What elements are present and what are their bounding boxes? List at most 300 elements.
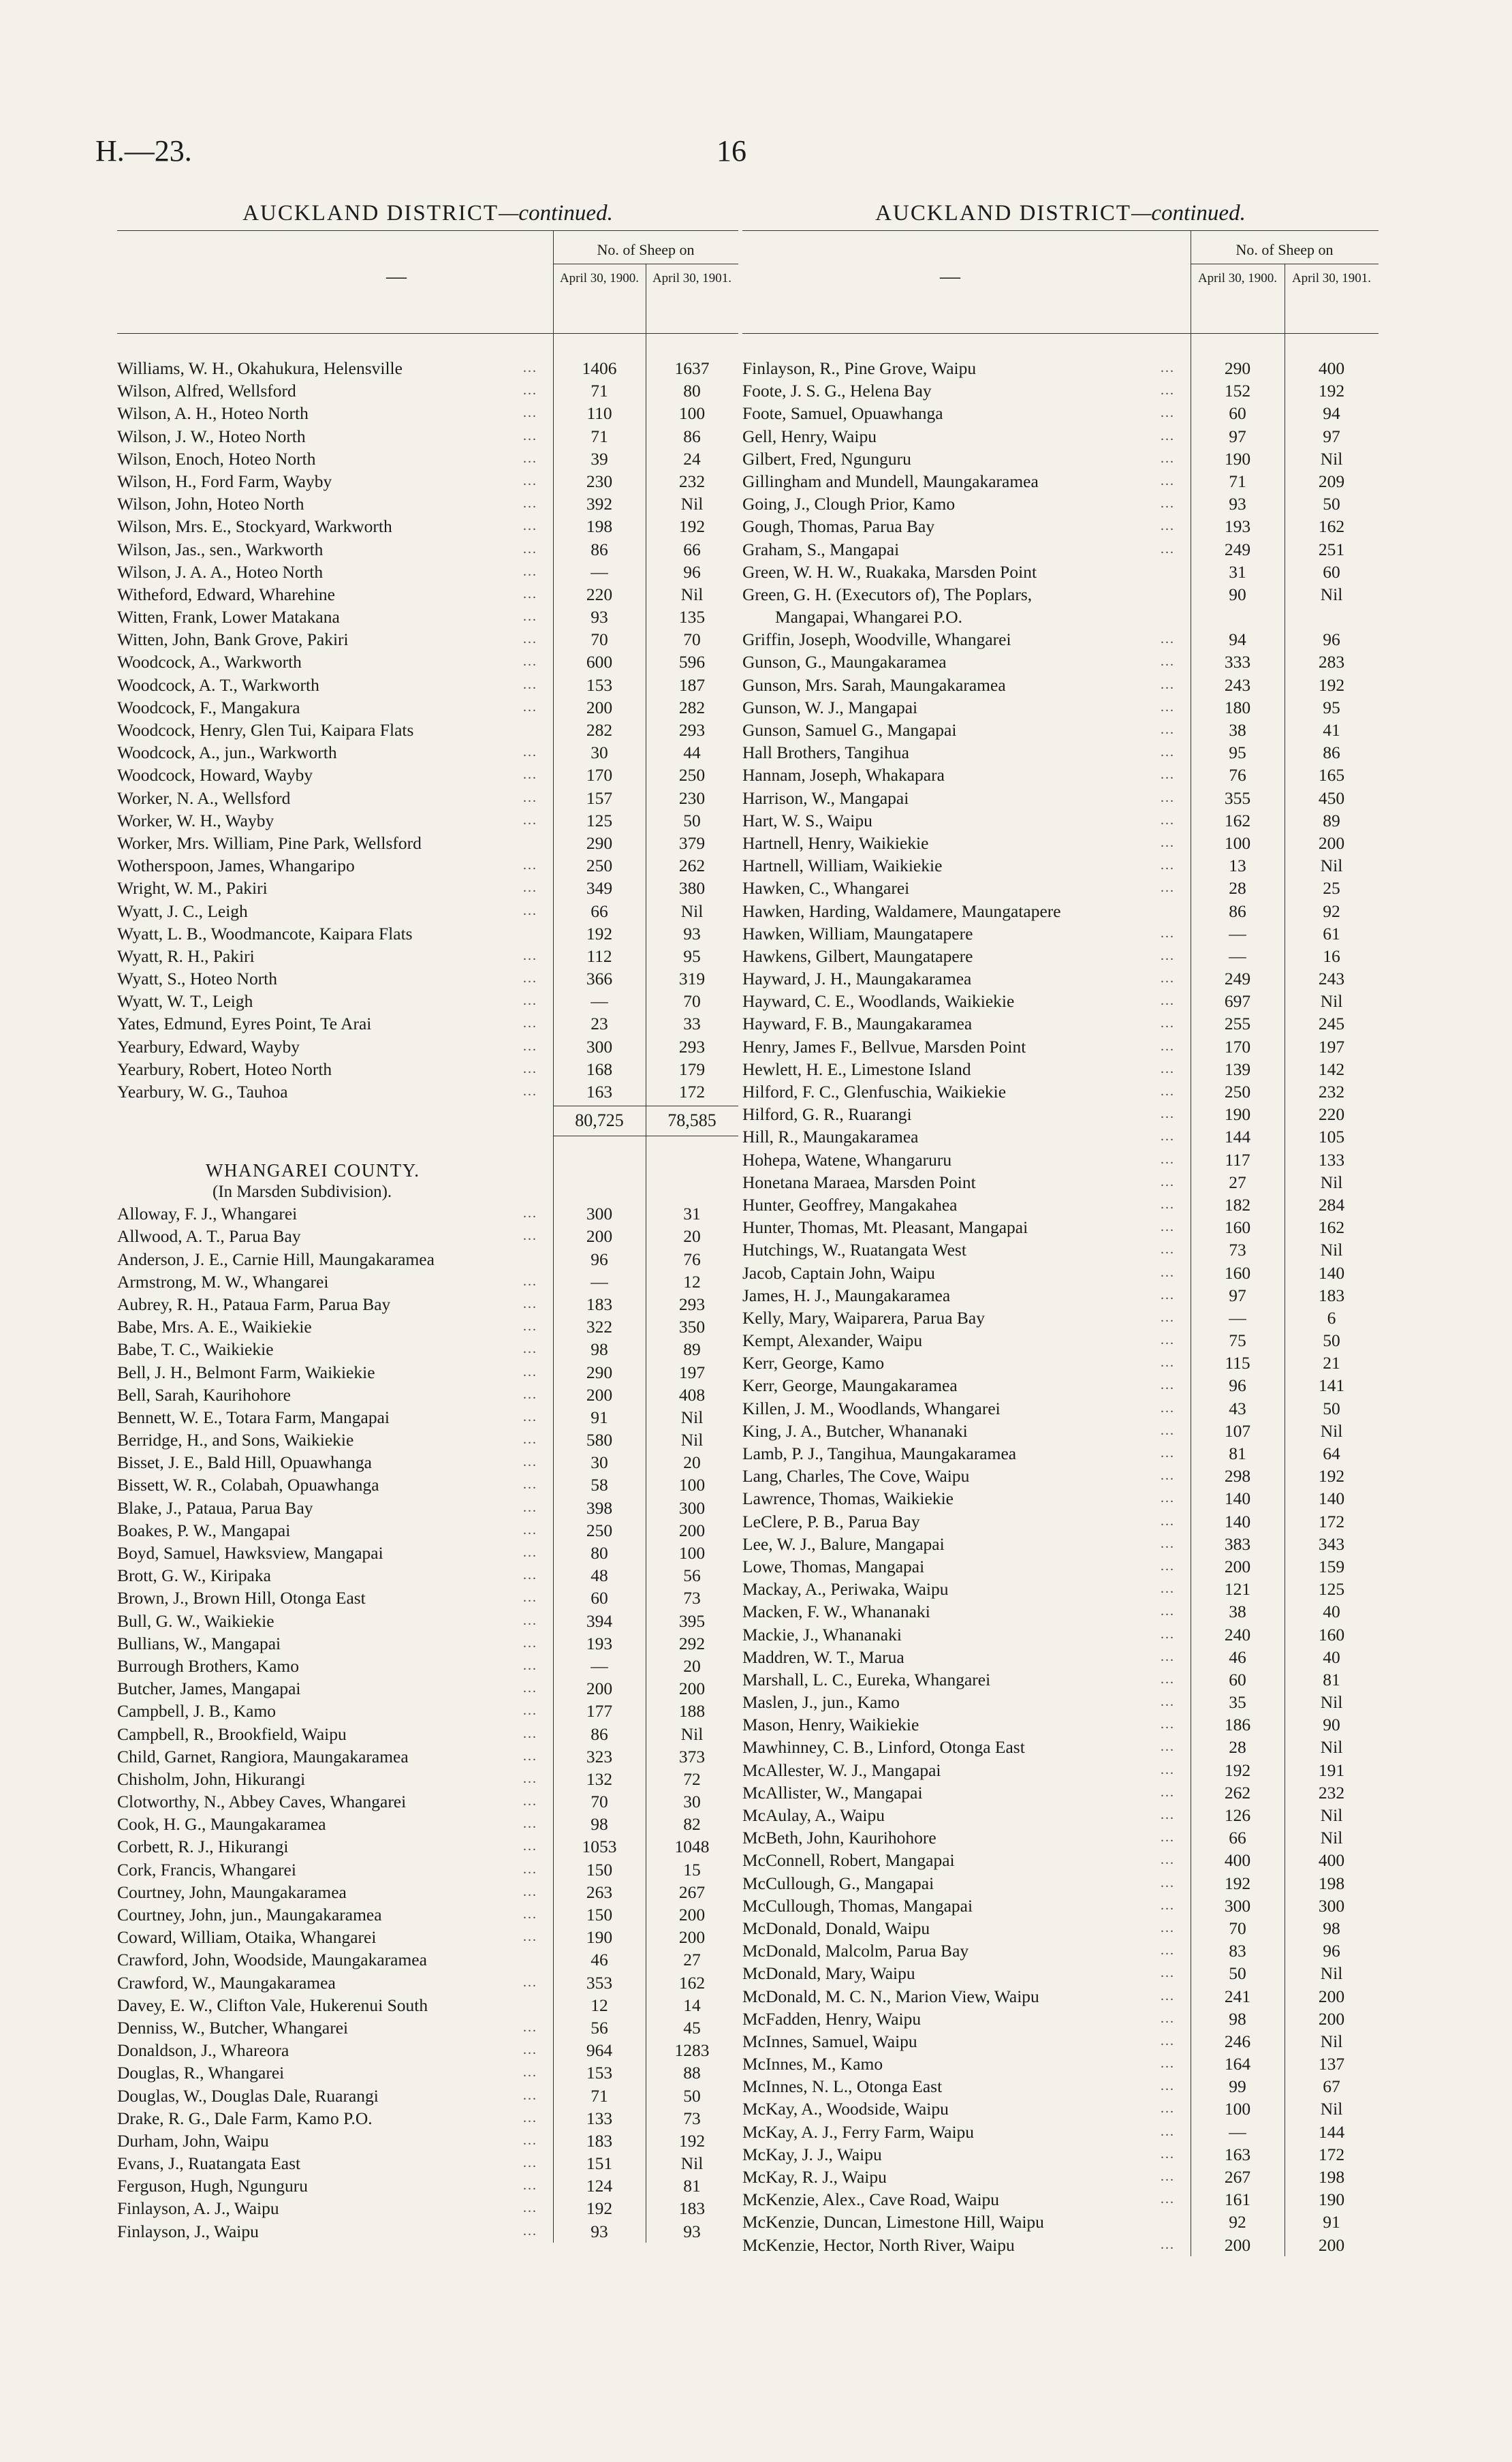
row-name: McAulay, A., Waipu [742, 1805, 885, 1825]
value-1901: 41 [1323, 720, 1340, 740]
value-1901: 319 [678, 969, 706, 989]
table-row [742, 583, 1379, 606]
leader-dots: ... [1161, 1649, 1175, 1664]
table-row [742, 1781, 1379, 1804]
value-1901: Nil [1320, 448, 1343, 469]
total-1900: 80,725 [575, 1110, 624, 1131]
value-1901: 24 [683, 448, 701, 469]
leader-dots: ... [1161, 1309, 1175, 1325]
row-name: Hartnell, Henry, Waikiekie [742, 832, 929, 853]
leader-dots: ... [1161, 1333, 1175, 1348]
leader-dots: ... [523, 2200, 537, 2216]
value-1900: 192 [1224, 1873, 1251, 1893]
row-name: McKay, A. J., Ferry Farm, Waipu [742, 2121, 975, 2142]
leader-dots: ... [1161, 835, 1175, 850]
row-name: Green, G. H. (Executors of), The Poplars, [742, 584, 1033, 604]
leader-dots: ... [523, 1839, 537, 1854]
leader-dots: ... [1161, 1581, 1175, 1597]
leader-dots: ... [1161, 405, 1175, 421]
leader-dots: ... [523, 993, 537, 1009]
value-1900: 160 [1224, 1217, 1251, 1238]
value-1900: 98 [590, 1339, 608, 1360]
value-1900: 964 [586, 2040, 613, 2061]
value-1900: 190 [586, 1927, 613, 1948]
table-row [742, 1668, 1379, 1691]
row-name: Wright, W. M., Pakiri [117, 878, 268, 899]
value-1901: 76 [683, 1249, 701, 1269]
leader-dots: ... [1161, 1106, 1175, 1122]
value-1901: 160 [1318, 1624, 1345, 1645]
table-row [742, 470, 1379, 493]
leader-dots: ... [1161, 1694, 1175, 1710]
value-1900: 250 [586, 1520, 613, 1540]
value-1900: 86 [590, 539, 608, 559]
table-row [742, 515, 1379, 537]
value-1901: 97 [1323, 426, 1340, 446]
value-1900: 366 [586, 969, 613, 989]
row-name: Durham, John, Waipu [117, 2130, 269, 2151]
value-1901: 60 [1323, 561, 1340, 582]
right-column [742, 196, 1379, 2256]
leader-dots: ... [523, 1432, 537, 1448]
leader-dots: ... [1161, 2146, 1175, 2162]
row-name: Worker, N. A., Wellsford [117, 788, 291, 808]
table-row [742, 2211, 1379, 2233]
row-name: Courtney, John, jun., Maungakaramea [117, 1905, 382, 1925]
row-name: Blake, J., Pataua, Parua Bay [117, 1497, 313, 1518]
row-name: Yearbury, W. G., Tauhoa [117, 1082, 288, 1102]
value-1901: Nil [680, 1724, 704, 1744]
value-1901: 30 [683, 1792, 701, 1812]
leader-dots: ... [1161, 1287, 1175, 1303]
value-1901: 172 [678, 1082, 706, 1102]
value-1900: 300 [586, 1036, 613, 1057]
value-1900: 43 [1229, 1398, 1246, 1418]
value-1900: 80 [590, 1543, 608, 1563]
row-name: Campbell, J. B., Kamo [117, 1701, 277, 1721]
value-1901: 100 [678, 403, 706, 424]
left-table-body [117, 334, 738, 2243]
leader-dots: ... [1161, 1671, 1175, 1687]
table-row [742, 1691, 1379, 1713]
value-1900: — [590, 561, 608, 582]
value-1901: 200 [678, 1927, 706, 1948]
value-1900: 398 [586, 1497, 613, 1518]
value-1900: — [590, 991, 608, 1012]
value-1901: Nil [1320, 1828, 1343, 1848]
value-1901: 86 [1323, 743, 1340, 763]
table-row [742, 1487, 1379, 1510]
row-name: Burrough Brothers, Kamo [117, 1655, 300, 1676]
leader-dots: ... [523, 1522, 537, 1538]
table-row [742, 1600, 1379, 1623]
row-name: McDonald, Donald, Waipu [742, 1918, 930, 1938]
value-1900: 697 [1224, 991, 1251, 1012]
value-1900: 290 [586, 1362, 613, 1382]
table-row [742, 990, 1379, 1012]
row-name: Wyatt, R. H., Pakiri [117, 946, 255, 966]
row-name: Bell, Sarah, Kaurihohore [117, 1384, 291, 1405]
value-1900: 282 [586, 720, 613, 740]
value-1900: 190 [1224, 1104, 1251, 1125]
leader-dots: ... [523, 1409, 537, 1424]
value-1901: 140 [1318, 1489, 1345, 1509]
table-row [742, 1939, 1379, 1962]
value-1900: 30 [590, 1452, 608, 1473]
leader-dots: ... [523, 858, 537, 873]
value-1900: 139 [1224, 1059, 1251, 1079]
row-name: Gunson, G., Maungakaramea [742, 652, 947, 672]
value-1901: 165 [1318, 765, 1345, 785]
row-name: King, J. A., Butcher, Whananaki [742, 1420, 968, 1441]
value-1900: 27 [1229, 1172, 1246, 1192]
value-1901: Nil [1320, 2031, 1343, 2051]
sheep-count-header: No. of Sheep on [1191, 236, 1379, 264]
leader-dots: ... [1161, 948, 1175, 963]
table-row [742, 1352, 1379, 1374]
value-1901: 192 [1318, 1466, 1345, 1486]
leader-dots: ... [523, 1477, 537, 1493]
leader-dots: ... [1161, 496, 1175, 512]
leader-dots: ... [523, 428, 537, 443]
value-1901: 232 [678, 471, 706, 491]
table-row [742, 1555, 1379, 1578]
value-1901: 50 [1323, 1398, 1340, 1418]
row-name: McBeth, John, Kaurihohore [742, 1828, 936, 1848]
row-name: Witheford, Edward, Wharehine [117, 584, 335, 604]
leader-dots: ... [1161, 1558, 1175, 1574]
table-row [742, 1035, 1379, 1058]
value-1900: 170 [586, 765, 613, 785]
row-name: Honetana Maraea, Marsden Point [742, 1172, 976, 1192]
leader-dots: ... [523, 903, 537, 918]
row-name: Hawken, C., Whangarei [742, 878, 910, 899]
leader-dots: ... [1161, 1061, 1175, 1076]
value-1901: 162 [678, 1972, 706, 1993]
leader-dots: ... [523, 496, 537, 512]
value-1900: 30 [590, 743, 608, 763]
leader-dots: ... [1161, 1513, 1175, 1529]
leader-dots: ... [1161, 925, 1175, 941]
left-column-title: AUCKLAND DISTRICT—continued. [242, 201, 613, 225]
table-row [742, 402, 1379, 424]
value-1900: 200 [586, 1226, 613, 1247]
row-name: Wyatt, J. C., Leigh [117, 901, 248, 921]
table-row [742, 1216, 1379, 1238]
value-1900: 300 [586, 1204, 613, 1224]
leader-dots: ... [1161, 1626, 1175, 1642]
value-1901: 44 [683, 743, 701, 763]
value-1900: 193 [1224, 516, 1251, 537]
table-row [742, 2143, 1379, 2166]
leader-dots: ... [523, 767, 537, 783]
leader-dots: ... [523, 518, 537, 534]
row-name: Mackie, J., Whananaki [742, 1624, 902, 1645]
value-1901: Nil [1320, 856, 1343, 876]
table-row [742, 1804, 1379, 1826]
value-1901: Nil [1320, 1963, 1343, 1984]
row-name: Finlayson, A. J., Waipu [117, 2198, 279, 2219]
value-1901: 350 [678, 1317, 706, 1337]
table-row [742, 1420, 1379, 1442]
table-row [742, 2166, 1379, 2188]
value-1901: 80 [683, 381, 701, 401]
section-heading: WHANGAREI COUNTY. [206, 1160, 420, 1181]
row-name: Bisset, J. E., Bald Hill, Opuawhanga [117, 1452, 372, 1473]
value-1900: 107 [1224, 1420, 1251, 1441]
value-1901: 33 [683, 1014, 701, 1034]
row-name: Bell, J. H., Belmont Farm, Waikiekie [117, 1362, 375, 1382]
leader-dots: ... [1161, 1762, 1175, 1777]
leader-dots: ... [523, 948, 537, 963]
value-1901: 400 [1318, 1850, 1345, 1871]
value-1900: 250 [586, 856, 613, 876]
value-1901: 31 [683, 1204, 701, 1224]
leader-dots: ... [1161, 1965, 1175, 1981]
value-1901: 93 [683, 2221, 701, 2241]
leader-dots: ... [1161, 699, 1175, 715]
value-1901: 200 [1318, 832, 1345, 853]
value-1900: 246 [1224, 2031, 1251, 2051]
document-code: H.—23. [95, 134, 192, 168]
row-name: Crawford, W., Maungakaramea [117, 1972, 336, 1993]
row-name: Gunson, W. J., Mangapai [742, 697, 918, 717]
value-1901: 125 [1318, 1579, 1345, 1600]
leader-dots: ... [1161, 1038, 1175, 1054]
value-1901: 192 [678, 516, 706, 537]
value-1901: 50 [683, 2085, 701, 2106]
value-1900: — [1229, 923, 1246, 944]
row-name: Harrison, W., Mangapai [742, 788, 909, 808]
table-row [742, 2053, 1379, 2075]
row-name: Gough, Thomas, Parua Bay [742, 516, 935, 537]
table-row [742, 1194, 1379, 1216]
value-1900: 125 [586, 810, 613, 830]
value-1900: 117 [1225, 1149, 1250, 1170]
leader-dots: ... [1161, 1446, 1175, 1461]
leader-dots: ... [1161, 1242, 1175, 1258]
leader-dots: ... [523, 609, 537, 625]
row-name: Campbell, R., Brookfield, Waipu [117, 1724, 347, 1744]
row-name: Wilson, A. H., Hoteo North [117, 403, 309, 424]
table-row [742, 2030, 1379, 2053]
row-name: Kerr, George, Maungakaramea [742, 1375, 958, 1396]
value-1900: 70 [590, 629, 608, 650]
leader-dots: ... [523, 1273, 537, 1289]
row-name: LeClere, P. B., Parua Bay [742, 1511, 920, 1531]
table-row [742, 561, 1379, 583]
table-row [742, 1149, 1379, 1171]
left-column [117, 196, 738, 2243]
table-row [742, 719, 1379, 741]
value-1900: 249 [1224, 539, 1251, 559]
leader-dots: ... [1161, 360, 1175, 375]
value-1901: Nil [1320, 1692, 1343, 1713]
value-1900: 240 [1224, 1624, 1251, 1645]
row-name: Mangapai, Whangarei P.O. [775, 607, 962, 627]
value-1900: 110 [586, 403, 612, 424]
value-1900: 192 [586, 923, 613, 944]
value-1900: 71 [1229, 471, 1246, 491]
row-name: Butcher, James, Mangapai [117, 1679, 301, 1699]
value-1901: 220 [1318, 1104, 1345, 1125]
row-name: Woodcock, A. T., Warkworth [117, 674, 319, 695]
value-1900: 198 [586, 516, 613, 537]
table-row [742, 877, 1379, 899]
sheep-count-header: No. of Sheep on [553, 236, 738, 264]
row-name: McInnes, N. L., Otonga East [742, 2076, 943, 2097]
leader-dots: ... [523, 1907, 537, 1922]
value-1901: 293 [678, 720, 706, 740]
leader-dots: ... [1161, 1016, 1175, 1031]
value-1901: 61 [1323, 923, 1340, 944]
value-1900: 92 [1229, 2212, 1246, 2232]
row-name: Mackay, A., Periwaka, Waipu [742, 1579, 949, 1600]
row-name: Hall Brothers, Tangihua [742, 743, 909, 763]
table-row [742, 1962, 1379, 1984]
table-row [742, 1307, 1379, 1329]
value-1901: 179 [678, 1059, 706, 1079]
value-1900: 182 [1224, 1194, 1251, 1215]
value-1900: 28 [1229, 878, 1246, 899]
row-name: McCullough, Thomas, Mangapai [742, 1895, 973, 1916]
value-1901: 200 [678, 1905, 706, 1925]
row-name: McKay, J. J., Waipu [742, 2144, 882, 2164]
table-row [742, 945, 1379, 967]
table-row [742, 787, 1379, 809]
value-1900: 183 [586, 1294, 613, 1314]
value-1901: 232 [1318, 1082, 1345, 1102]
leader-dots: ... [523, 541, 537, 557]
value-1900: 150 [586, 1859, 613, 1880]
row-name: Bullians, W., Mangapai [117, 1633, 281, 1653]
leader-dots: ... [523, 790, 537, 805]
row-name: Wotherspoon, James, Whangaripo [117, 856, 355, 876]
value-1900: 23 [590, 1014, 608, 1034]
value-1900: 46 [1229, 1647, 1246, 1667]
row-name: Green, W. H. W., Ruakaka, Marsden Point [742, 561, 1037, 582]
leader-dots: ... [523, 1568, 537, 1583]
table-row [742, 1080, 1379, 1103]
leader-dots: ... [523, 1038, 537, 1054]
row-name: Woodcock, Henry, Glen Tui, Kaipara Flats [117, 720, 414, 740]
value-1901: 200 [1318, 2008, 1345, 2029]
value-1900: 140 [1224, 1489, 1251, 1509]
value-1901: 283 [1318, 652, 1345, 672]
value-1901: 380 [678, 878, 706, 899]
table-row [742, 1397, 1379, 1420]
table-row [742, 1058, 1379, 1080]
value-1900: 71 [590, 381, 608, 401]
row-name: Maddren, W. T., Marua [742, 1647, 904, 1667]
left-table-header [117, 230, 738, 334]
value-1900: 94 [1229, 629, 1246, 650]
value-1901: 20 [683, 1226, 701, 1247]
value-1901: 94 [1323, 403, 1340, 424]
value-1901: 200 [1318, 1986, 1345, 2006]
table-row [742, 1623, 1379, 1646]
value-1901: Nil [680, 584, 704, 604]
value-1901: 197 [1318, 1036, 1345, 1057]
row-name: Graham, S., Mangapai [742, 539, 900, 559]
row-name: McFadden, Henry, Waipu [742, 2008, 922, 2029]
row-name: Wilson, John, Hoteo North [117, 494, 304, 514]
leader-dots: ... [1161, 2169, 1175, 2184]
row-name: Hutchings, W., Ruatangata West [742, 1240, 966, 1260]
value-1900: — [1229, 946, 1246, 966]
year-1900-header: April 30, 1900. [1197, 271, 1278, 285]
table-row [742, 2075, 1379, 2098]
row-name: Griffin, Joseph, Woodville, Whangarei [742, 629, 1011, 650]
value-1901: 300 [1318, 1895, 1345, 1916]
value-1900: 98 [590, 1814, 608, 1835]
row-name: Witten, John, Bank Grove, Pakiri [117, 629, 349, 650]
value-1900: 200 [586, 1679, 613, 1699]
year-1901-header: April 30, 1901. [652, 271, 732, 285]
value-1900: 190 [1224, 448, 1251, 469]
table-row [742, 1238, 1379, 1261]
table-row [742, 854, 1379, 877]
value-1900: 71 [590, 2085, 608, 2106]
value-1900: 95 [1229, 743, 1246, 763]
row-name: Jacob, Captain John, Waipu [742, 1262, 935, 1283]
value-1901: 450 [1318, 788, 1345, 808]
leader-dots: ... [1161, 1717, 1175, 1732]
value-1901: 408 [678, 1384, 706, 1405]
row-name: Lang, Charles, The Cove, Waipu [742, 1466, 970, 1486]
value-1900: 263 [586, 1882, 613, 1902]
table-row [742, 1826, 1379, 1849]
value-1900: 96 [1229, 1375, 1246, 1396]
value-1900: 38 [1229, 1602, 1246, 1622]
row-name: Aubrey, R. H., Pataua Farm, Parua Bay [117, 1294, 391, 1314]
value-1900: 38 [1229, 720, 1246, 740]
value-1900: 1406 [582, 358, 617, 378]
row-name: Going, J., Clough Prior, Kamo [742, 494, 956, 514]
value-1901: 191 [1318, 1760, 1345, 1780]
row-name: Yearbury, Robert, Hoteo North [117, 1059, 332, 1079]
table-row [742, 2098, 1379, 2120]
leader-dots: ... [1161, 1604, 1175, 1619]
value-1901: 200 [678, 1679, 706, 1699]
leader-dots: ... [1161, 473, 1175, 488]
row-name: Alloway, F. J., Whangarei [117, 1204, 298, 1224]
value-1901: 250 [678, 765, 706, 785]
leader-dots: ... [523, 450, 537, 466]
right-table-body [742, 334, 1379, 2256]
value-1900: 60 [590, 1588, 608, 1608]
row-name: Gell, Henry, Waipu [742, 426, 877, 446]
table-row [742, 538, 1379, 561]
row-name: McInnes, M., Kamo [742, 2054, 883, 2074]
row-name: McKay, A., Woodside, Waipu [742, 2099, 949, 2119]
leader-dots: ... [523, 1386, 537, 1402]
leader-dots: ... [523, 676, 537, 692]
value-1900: 86 [1229, 901, 1246, 921]
row-name: Davey, E. W., Clifton Vale, Hukerenui South [117, 1995, 428, 2015]
value-1901: Nil [680, 1407, 704, 1427]
value-1900: 76 [1229, 765, 1246, 785]
value-1901: 56 [683, 1565, 701, 1586]
value-1900: 100 [1224, 2099, 1251, 2119]
value-1901: 245 [1318, 1014, 1345, 1034]
leader-dots: ... [1161, 722, 1175, 737]
table-row [742, 832, 1379, 854]
value-1900: 200 [1224, 2234, 1251, 2255]
row-name: Hill, R., Maungakaramea [742, 1127, 919, 1147]
leader-dots: ... [523, 360, 537, 375]
row-name: Bissett, W. R., Colabah, Opuawhanga [117, 1475, 379, 1495]
